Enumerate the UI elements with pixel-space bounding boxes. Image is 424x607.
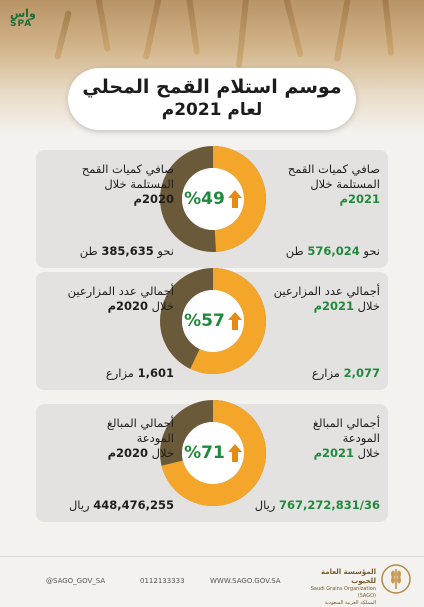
value-unit: طن [79, 244, 98, 258]
sago-logo-icon [380, 563, 412, 595]
stat-value [286, 244, 380, 258]
value-unit: مزارع [311, 366, 340, 380]
stat-value [69, 498, 174, 512]
percent-label: %49 [184, 189, 225, 209]
page-subtitle: لعام 2021م [161, 100, 263, 120]
stat-2020 [50, 162, 174, 262]
org-name-ar: المؤسسة العامة للحبوب [321, 568, 376, 585]
stat-2021 [256, 162, 380, 262]
footer [0, 556, 424, 606]
ring-center [178, 286, 248, 356]
page-title: موسم استلام القمح المحلي [82, 76, 342, 98]
stat-label-line2: خلال [357, 299, 380, 313]
stat-label-line2: المستلمة خلال [104, 177, 174, 191]
stat-value [106, 366, 174, 380]
value-prefix: نحو [157, 244, 174, 258]
percent-label: %57 [184, 311, 225, 331]
value-unit: ريال [68, 498, 90, 512]
stat-2021 [256, 284, 380, 384]
stat-year: 2021م [313, 446, 355, 460]
phone-number[interactable]: 0112133333 [140, 577, 185, 585]
value-prefix: نحو [363, 244, 380, 258]
stat-label-line3: خلال [357, 446, 380, 460]
stat-label-line2: المودعة [136, 431, 174, 445]
twitter-handle[interactable]: @SAGO_GOV_SA [46, 577, 106, 585]
value-unit: طن [285, 244, 304, 258]
ring-center [178, 164, 248, 234]
stat-year: 2020م [133, 192, 174, 206]
stat-value [312, 366, 380, 380]
stat-label-line1: صافي كميات القمح [287, 162, 380, 176]
stat-label-line1: صافي كميات القمح [81, 162, 174, 176]
up-arrow-icon [228, 444, 242, 462]
stat-year: 2021م [339, 192, 380, 206]
stat-2021 [256, 416, 380, 516]
website-link[interactable]: WWW.SAGO.GOV.SA [210, 577, 281, 585]
spa-logo [10, 8, 44, 30]
stat-panel-farmers [36, 272, 388, 390]
stat-2020 [50, 416, 174, 516]
up-arrow-icon [228, 312, 242, 330]
stat-value [80, 244, 174, 258]
stat-value [255, 498, 380, 512]
stat-label-line1: أجمالي المبالغ [312, 416, 380, 430]
stat-label-line2: المستلمة خلال [310, 177, 380, 191]
value-number: 2,077 [343, 366, 380, 380]
org-country: المملكة العربية السعودية [324, 600, 376, 606]
value-unit: مزارع [105, 366, 134, 380]
title-banner [68, 68, 356, 130]
stat-year: 2020م [107, 299, 149, 313]
ring-center [178, 418, 248, 488]
value-number: 1,601 [137, 366, 174, 380]
spa-logo-text: SPA [10, 19, 33, 29]
stat-year: 2020م [107, 446, 149, 460]
value-number: 767,272,831/36 [279, 498, 380, 512]
stat-label-line1: أجمالي عدد المزارعين [67, 284, 174, 298]
org-name-en: Saudi Grains Organization (SAGO) [310, 586, 376, 599]
value-unit: ريال [254, 498, 276, 512]
stat-label-line1: أجمالي المبالغ [106, 416, 174, 430]
percent-label: %71 [184, 443, 225, 463]
stat-panel-wheat-quantity [36, 150, 388, 268]
stat-year: 2021م [313, 299, 355, 313]
stat-label-line2: المودعة [342, 431, 380, 445]
stat-panel-deposits [36, 404, 388, 522]
stat-label-line2: خلال [151, 299, 174, 313]
stat-label-line1: أجمالي عدد المزارعين [273, 284, 380, 298]
value-number: 385,635 [101, 244, 154, 258]
stat-label-line3: خلال [151, 446, 174, 460]
value-number: 576,024 [307, 244, 360, 258]
up-arrow-icon [228, 190, 242, 208]
stat-2020 [50, 284, 174, 384]
org-name [306, 568, 376, 607]
value-number: 448,476,255 [93, 498, 174, 512]
spa-logo-mark: واس [10, 7, 36, 20]
